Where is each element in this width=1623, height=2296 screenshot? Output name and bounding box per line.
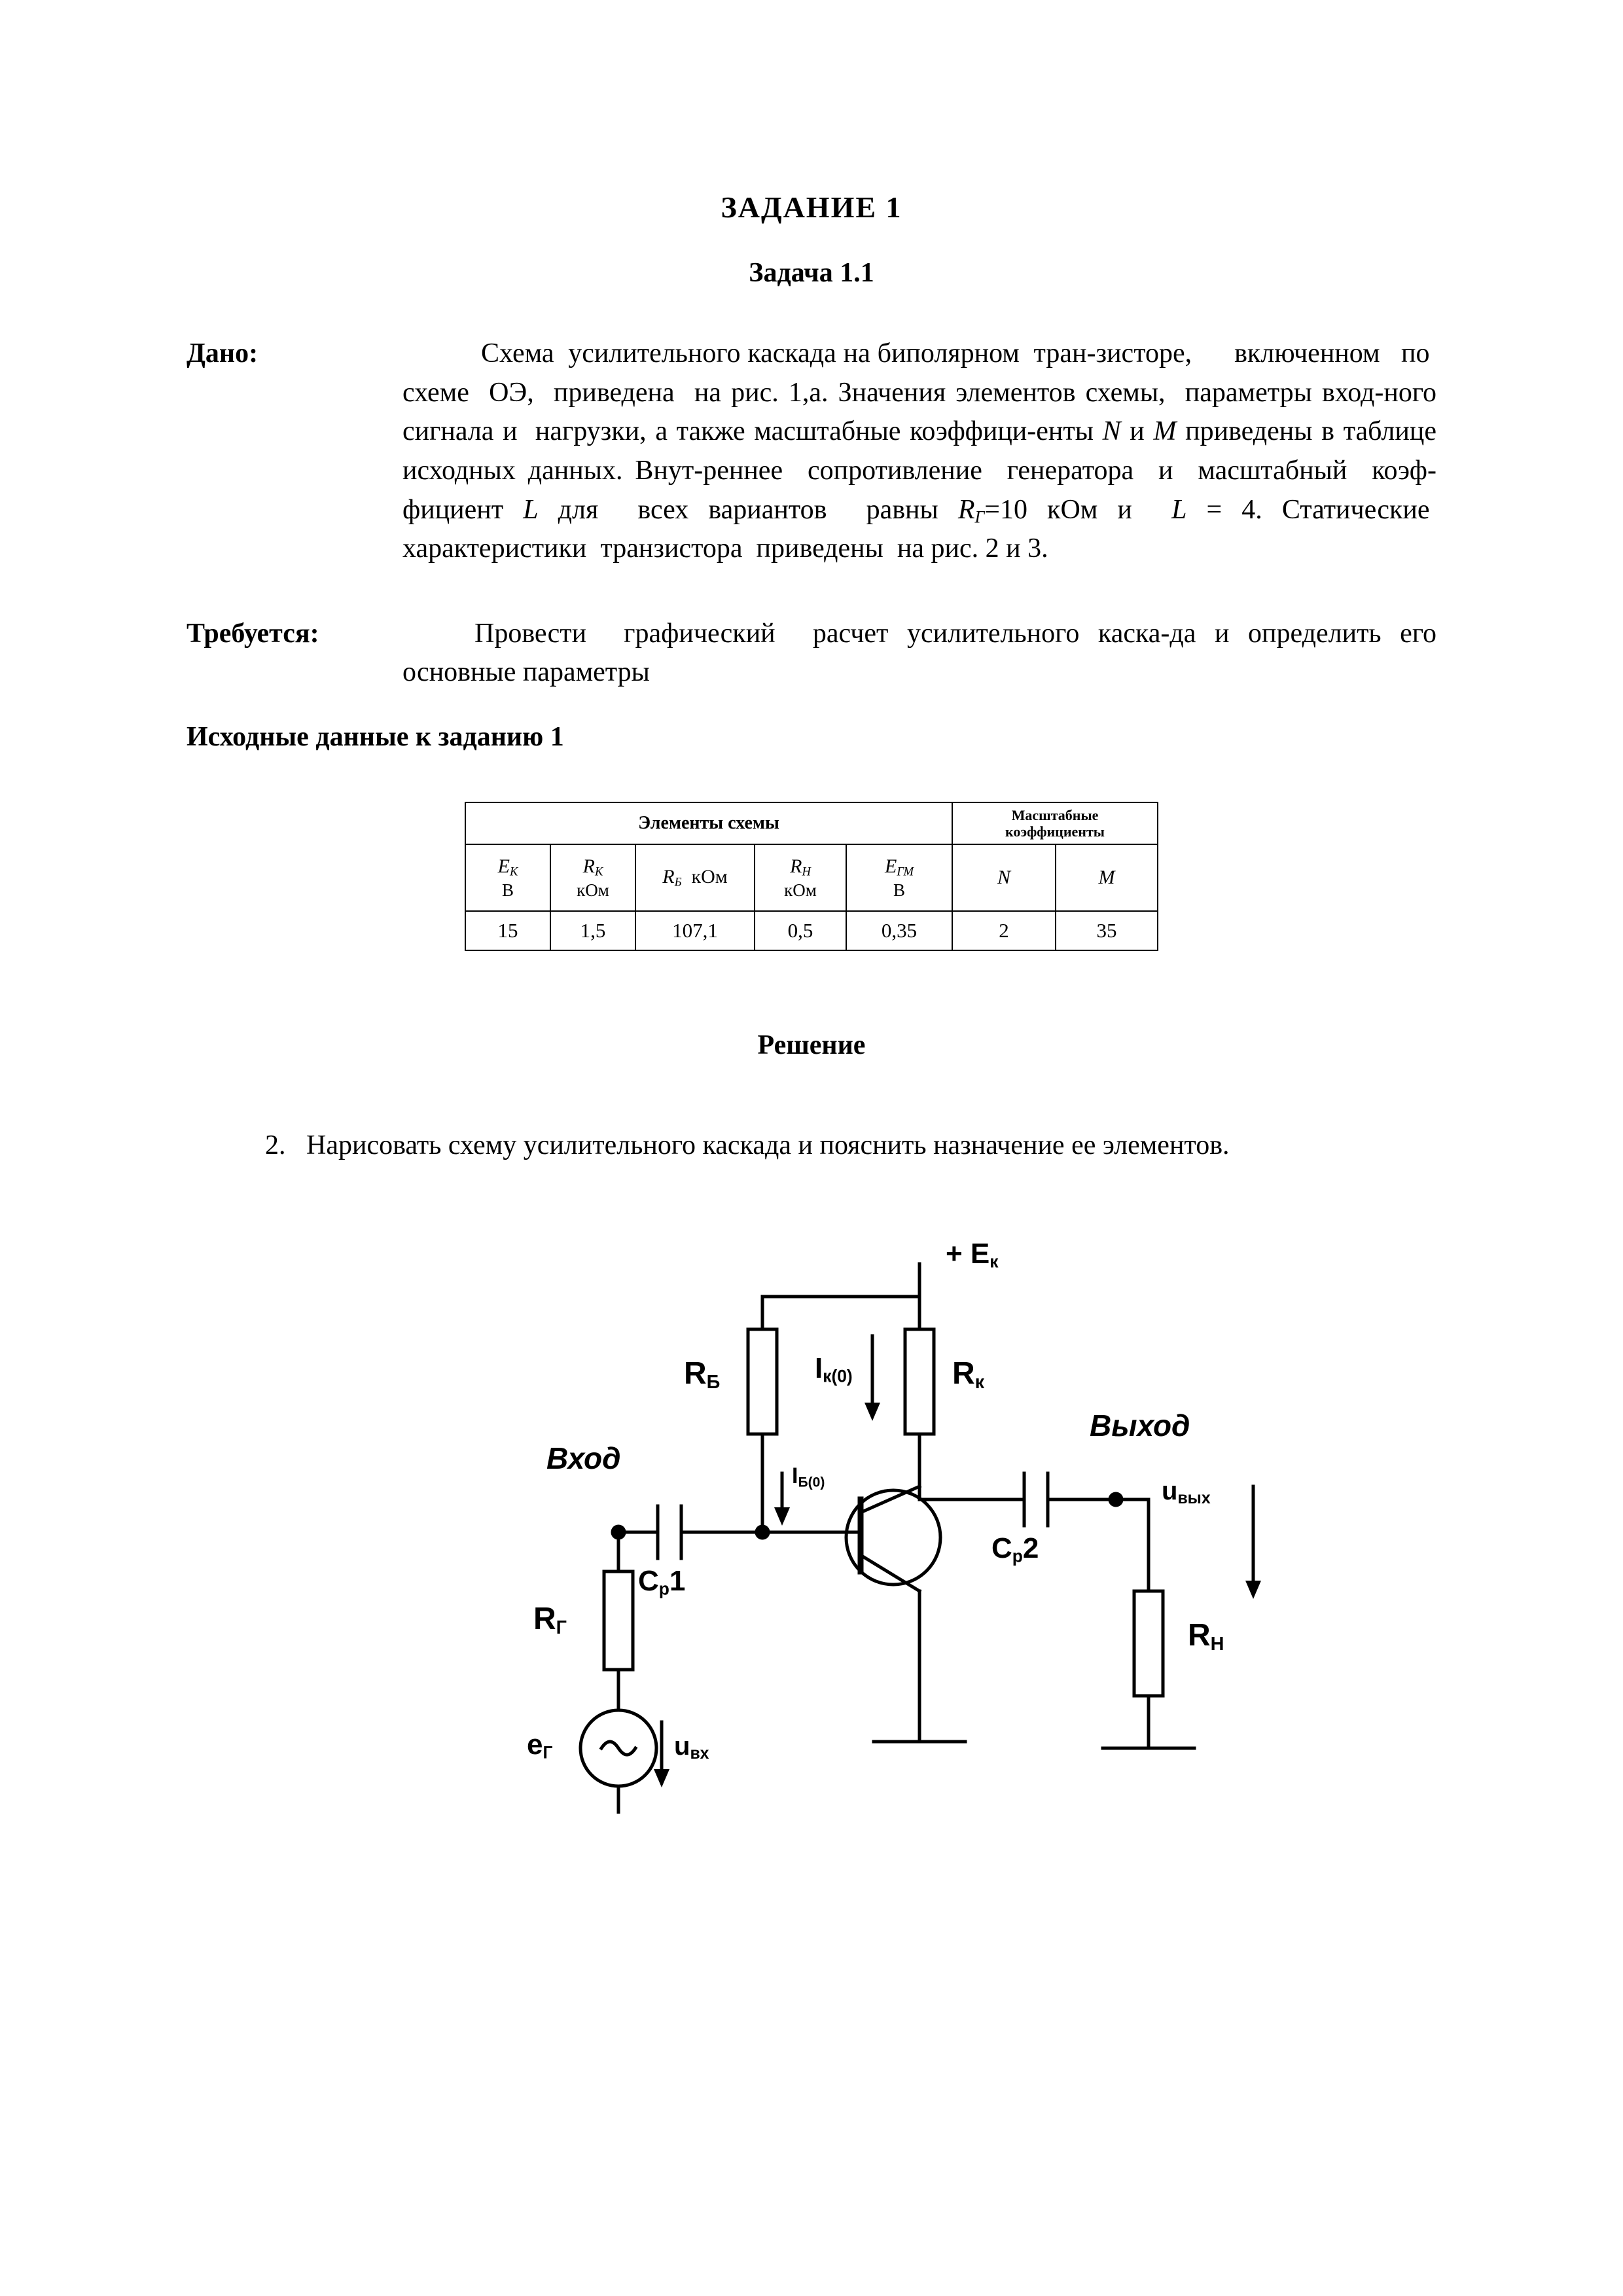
given-block: [187, 334, 1436, 569]
given-text: Схема усилительного каскада на биполярном тран-зисторе, включенном по схеме ОЭ, приведена на рис. 1,а. Значения элементов схемы, параметры вход-ного сигнала и нагрузки, а также масштабные коэффици-енты N и M приведены в таблице исходных данных. Внут-реннее сопротивление генератора и масштабный коэф-фициент L для всех вариантов равны $R_Г=10$ кОм и L = 4. Статические характеристики транзистора приведены на рис. 2 и 3.: [402, 338, 1437, 564]
col-header-m: M: [1056, 844, 1158, 911]
step-number: 2.: [265, 1130, 286, 1160]
col-header-egm: $E_{ГМ}$ В: [846, 844, 952, 911]
label-rn: $R_Н$: [1188, 1617, 1224, 1655]
label-eg: $e_Г$: [527, 1728, 553, 1763]
label-cp2: $C_p2$: [991, 1532, 1039, 1566]
col-header-ek: $E_К$ В: [465, 844, 550, 911]
cell-n: 2: [952, 911, 1056, 950]
source-data-heading: Исходные данные к заданию 1: [187, 722, 564, 752]
cell-rh: 0,5: [755, 911, 846, 950]
resistor-rg-body: [604, 1571, 633, 1670]
table-row: [465, 911, 1158, 950]
arrowhead-ik: [865, 1403, 880, 1421]
page-content: [187, 190, 1436, 1814]
cell-egm: 0,35: [846, 911, 952, 950]
group-header-scale: Масштабные коэффициенты: [952, 802, 1158, 844]
cell-m: 35: [1056, 911, 1158, 950]
label-rb: $R_Б$: [684, 1355, 721, 1393]
arrowhead-uin: [654, 1769, 669, 1787]
resistor-rk-body: [905, 1329, 934, 1434]
resistor-rb-body: [748, 1329, 777, 1434]
col-header-rk: $R_К$ кОм: [550, 844, 635, 911]
label-rk: $R_к$: [952, 1355, 985, 1393]
cell-ek: 15: [465, 911, 550, 950]
page-title: ЗАДАНИЕ 1: [721, 190, 902, 224]
solution-title: Решение: [757, 1030, 866, 1060]
table-group-header-row: [465, 802, 1158, 844]
required-block: [187, 615, 1436, 692]
step-text: Нарисовать схему усилительного каскада и пояснить назначение ее элементов.: [306, 1130, 1230, 1160]
col-header-n: N: [952, 844, 1056, 911]
arrow-heads: [654, 1403, 1261, 1787]
label-output: Выход: [1090, 1408, 1190, 1443]
given-label: Дано:: [187, 338, 259, 368]
label-supply: + $E_к$: [946, 1237, 999, 1272]
problem-title: Задача 1.1: [749, 258, 874, 288]
data-table-wrapper: [187, 802, 1436, 951]
cell-rb: 107,1: [635, 911, 755, 950]
base-node: [757, 1526, 768, 1538]
label-uout: $u_{вых}$: [1162, 1476, 1211, 1507]
label-rg: $R_Г$: [533, 1601, 567, 1638]
arrowhead-ib: [774, 1507, 790, 1526]
label-ik0: $I_{к(0)}$: [815, 1352, 853, 1386]
required-text: Провести графический расчет усилительного каска-да и определить его основные параметры: [402, 618, 1436, 688]
source-data-table: [465, 802, 1158, 951]
arrowhead-uout: [1245, 1581, 1261, 1599]
col-header-rh: $R_Н$ кОм: [755, 844, 846, 911]
table-column-header-row: [465, 844, 1158, 911]
label-input: Вход: [546, 1441, 621, 1475]
required-label: Требуется:: [187, 618, 319, 649]
label-ib0: $I_{Б(0)}$: [792, 1463, 825, 1490]
col-header-rb: $R_Б$ кОм: [635, 844, 755, 911]
group-header-elements: Элементы схемы: [465, 802, 952, 844]
label-cp1: $C_p1$: [638, 1564, 686, 1599]
label-uin: $u_{вх}$: [674, 1731, 709, 1763]
cell-rk: 1,5: [550, 911, 635, 950]
resistor-rh-body: [1134, 1591, 1163, 1696]
amplifier-circuit-diagram: [187, 1225, 1436, 1814]
solution-step: [187, 1126, 1436, 1166]
sine-symbol: [601, 1742, 635, 1755]
circuit-svg: [187, 1225, 1436, 1814]
